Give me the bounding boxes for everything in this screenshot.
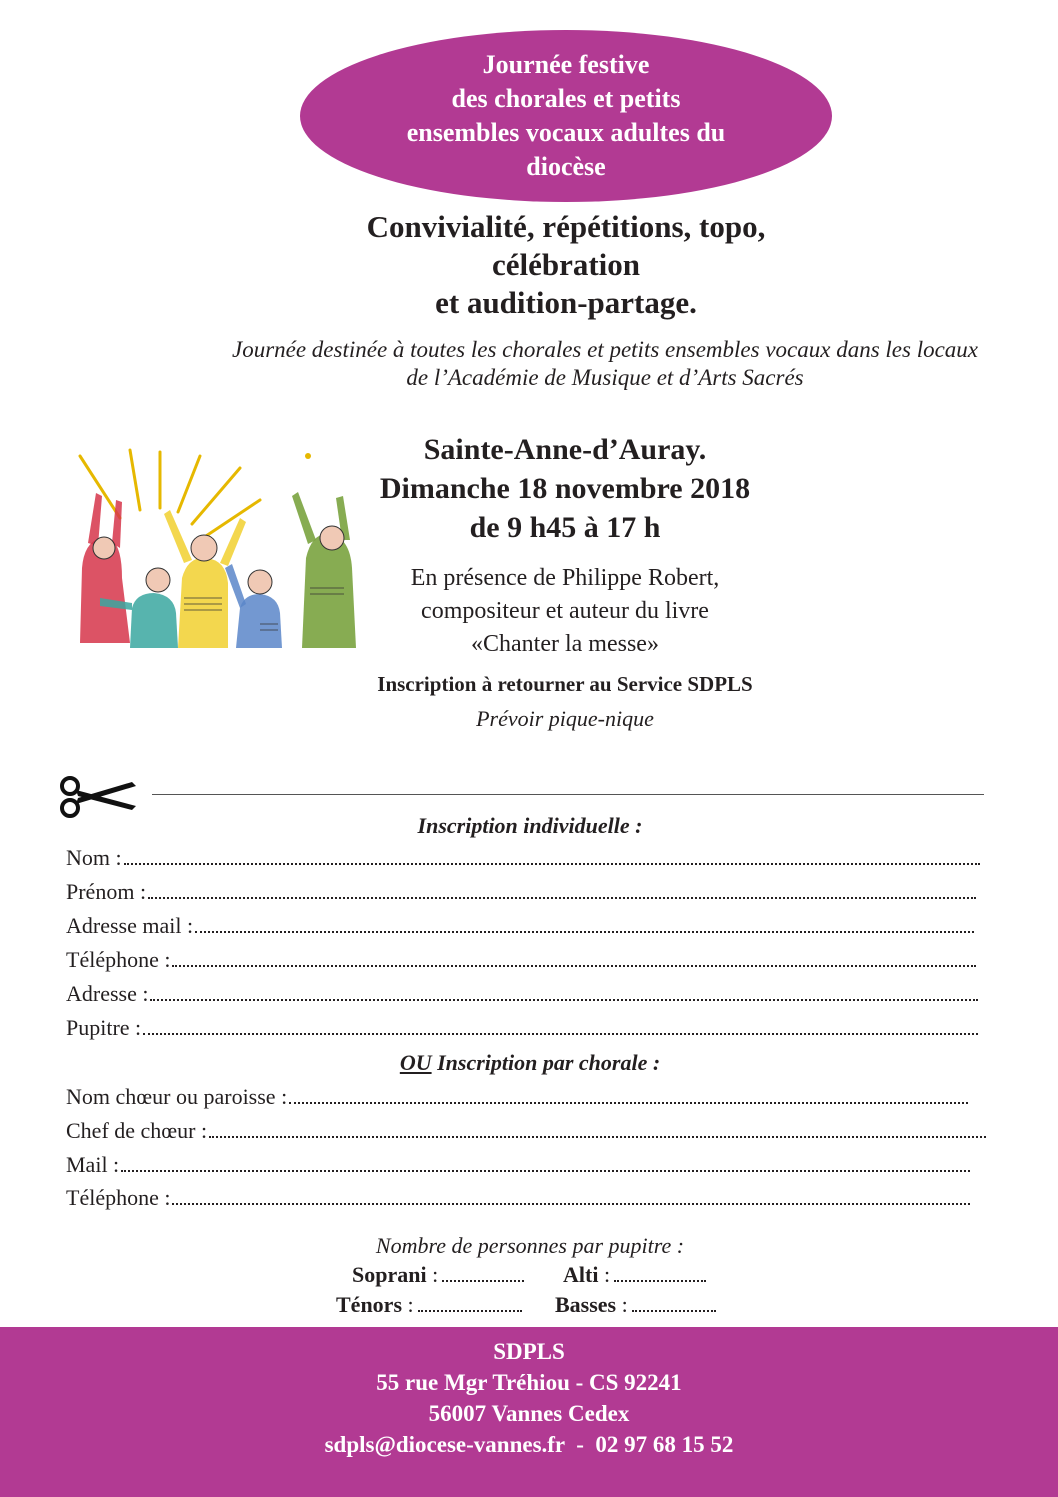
email-dots[interactable] bbox=[195, 911, 974, 933]
nom-dots[interactable] bbox=[124, 843, 980, 865]
footer-org: SDPLS bbox=[493, 1339, 565, 1364]
event-place: Sainte-Anne-d’Auray. bbox=[423, 433, 707, 466]
guest-line-2: compositeur et auteur du livre bbox=[421, 598, 709, 624]
chef-label: Chef de chœur : bbox=[66, 1118, 208, 1143]
adresse-label: Adresse : bbox=[66, 981, 149, 1006]
choir-telephone-label: Téléphone : bbox=[66, 1185, 171, 1210]
alti-label: Alti bbox=[563, 1262, 599, 1287]
title-line-2: des chorales et petits bbox=[451, 84, 681, 113]
basses-dots[interactable] bbox=[632, 1292, 716, 1312]
choir-title-text: Inscription par chorale : bbox=[431, 1050, 661, 1075]
chef-dots[interactable] bbox=[209, 1116, 986, 1138]
voice-count-title: Nombre de personnes par pupitre : bbox=[375, 1233, 685, 1258]
title-line-3: ensembles vocaux adultes du bbox=[406, 118, 726, 147]
nom-label: Nom : bbox=[66, 845, 122, 870]
guest-line-3: «Chanter la messe» bbox=[471, 631, 659, 657]
soprani-dots[interactable] bbox=[442, 1262, 524, 1282]
adresse-dots[interactable] bbox=[150, 979, 978, 1001]
title-line-1: Journée festive bbox=[482, 50, 650, 79]
chef-field[interactable] bbox=[66, 1116, 986, 1146]
headline-line-3: et audition-partage. bbox=[435, 285, 697, 320]
footer-city: 56007 Vannes Cedex bbox=[428, 1401, 630, 1426]
individual-title: Inscription individuelle : bbox=[417, 813, 643, 838]
footer-dash: - bbox=[564, 1432, 596, 1457]
headline bbox=[200, 208, 932, 322]
tenors-count[interactable] bbox=[336, 1291, 522, 1319]
intro-line-2: de l’Académie de Musique et d’Arts Sacrés bbox=[406, 365, 804, 390]
basses-sep: : bbox=[621, 1292, 628, 1317]
guest-info bbox=[330, 562, 800, 661]
email-field[interactable] bbox=[66, 911, 974, 941]
telephone-field[interactable] bbox=[66, 945, 976, 975]
alti-count[interactable] bbox=[563, 1261, 706, 1289]
prenom-field[interactable] bbox=[66, 877, 976, 907]
choir-telephone-field[interactable] bbox=[66, 1183, 970, 1213]
title-line-4: diocèse bbox=[526, 152, 606, 181]
email-label: Adresse mail : bbox=[66, 913, 194, 938]
choir-singers-illustration bbox=[60, 448, 360, 650]
mail-dots[interactable] bbox=[121, 1150, 970, 1172]
nom-field[interactable] bbox=[66, 843, 980, 873]
scissors-icon bbox=[58, 774, 138, 820]
footer-street: 55 rue Mgr Tréhiou - CS 92241 bbox=[376, 1370, 682, 1395]
prenom-label: Prénom : bbox=[66, 879, 147, 904]
nom-choeur-label: Nom chœur ou paroisse : bbox=[66, 1084, 288, 1109]
headline-line-2: célébration bbox=[491, 247, 641, 282]
basses-count[interactable] bbox=[555, 1291, 716, 1319]
prenom-dots[interactable] bbox=[148, 877, 976, 899]
title-banner bbox=[300, 30, 832, 202]
footer-contact-line bbox=[0, 1429, 1058, 1460]
mail-field[interactable] bbox=[66, 1150, 970, 1180]
headline-line-1: Convivialité, répétitions, topo, bbox=[366, 209, 766, 244]
pupitre-dots[interactable] bbox=[143, 1013, 978, 1035]
tenors-label: Ténors bbox=[336, 1292, 402, 1317]
event-date: Dimanche 18 novembre 2018 bbox=[379, 472, 751, 505]
guest-line-1: En présence de Philippe Robert, bbox=[410, 565, 720, 591]
return-note: Inscription à retourner au Service SDPLS bbox=[377, 672, 753, 696]
basses-label: Basses bbox=[555, 1292, 617, 1317]
event-time: de 9 h45 à 17 h bbox=[469, 511, 661, 544]
intro-line-1: Journée destinée à toutes les chorales et petits ensembles vocaux dans les locaux bbox=[231, 337, 979, 362]
picnic-note: Prévoir pique-nique bbox=[476, 706, 654, 731]
mail-label: Mail : bbox=[66, 1152, 120, 1177]
tenors-sep: : bbox=[407, 1292, 414, 1317]
nom-choeur-dots[interactable] bbox=[289, 1082, 968, 1104]
intro-text bbox=[100, 336, 1058, 392]
adresse-field[interactable] bbox=[66, 979, 978, 1009]
footer-email[interactable]: sdpls@diocese-vannes.fr bbox=[324, 1432, 565, 1457]
soprani-count[interactable] bbox=[352, 1261, 524, 1289]
choir-telephone-dots[interactable] bbox=[172, 1183, 970, 1205]
telephone-dots[interactable] bbox=[172, 945, 976, 967]
tenors-dots[interactable] bbox=[418, 1292, 522, 1312]
cut-line bbox=[152, 794, 984, 795]
choir-title bbox=[200, 1049, 860, 1077]
footer-phone[interactable]: 02 97 68 15 52 bbox=[595, 1432, 734, 1457]
nom-choeur-field[interactable] bbox=[66, 1082, 968, 1112]
footer-contact bbox=[0, 1327, 1058, 1497]
alti-dots[interactable] bbox=[614, 1262, 706, 1282]
telephone-label: Téléphone : bbox=[66, 947, 171, 972]
choir-title-prefix: OU bbox=[399, 1050, 432, 1075]
pupitre-field[interactable] bbox=[66, 1013, 978, 1043]
pupitre-label: Pupitre : bbox=[66, 1015, 142, 1040]
soprani-label: Soprani bbox=[352, 1262, 427, 1287]
event-details bbox=[330, 430, 800, 547]
soprani-sep: : bbox=[432, 1262, 439, 1287]
alti-sep: : bbox=[603, 1262, 611, 1287]
